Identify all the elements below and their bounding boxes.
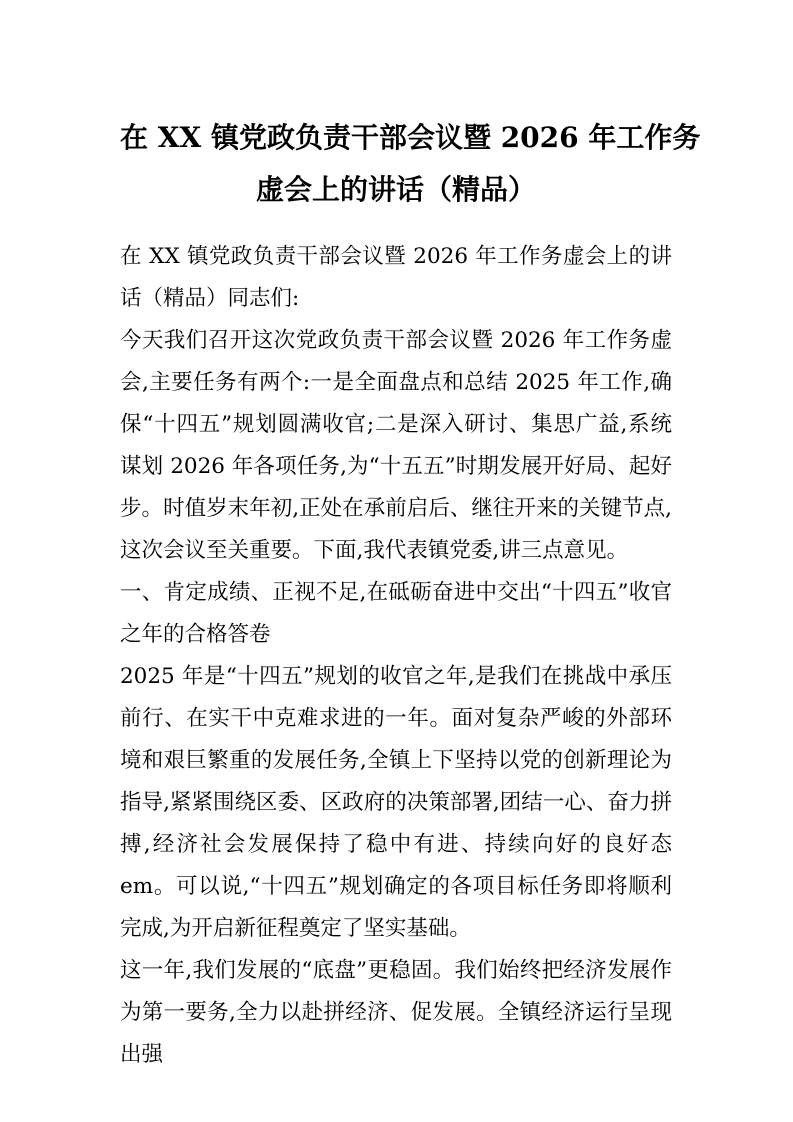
title-line-2: 虚会上的讲话（精品） xyxy=(255,173,536,206)
document-title xyxy=(120,112,701,216)
section-one-heading: 一、肯定成绩、正视不足,在砥砺奋进中交出“十四五”收官之年的合格答卷 xyxy=(120,580,672,647)
document-body xyxy=(120,236,672,1076)
economy-foundation-paragraph: 这一年,我们发展的“底盘”更稳固。我们始终把经济发展作为第一要务,全力以赴拼经济、促发展。全镇经济运行呈现出强 xyxy=(120,958,672,1067)
intro-paragraph: 今天我们召开这次党政负责干部会议暨 2026 年工作务虚会,主要任务有两个:一是全面盘点和总结 2025 年工作,确保“十四五”规划圆满收官;二是深入研讨、集思广益,系统谋划 2026 年各项任务,为“十五五”时期发展开好局、起好步。时值岁末年初,正处在承前启后、继往开来的关键节点,这次会议至关重要。下面,我代表镇党委,讲三点意见。 xyxy=(120,328,672,563)
salutation-paragraph: 在 XX 镇党政负责干部会议暨 2026 年工作务虚会上的讲话（精品）同志们: xyxy=(120,244,672,311)
title-line-1: 在 XX 镇党政负责干部会议暨 2026 年工作务 xyxy=(120,121,701,154)
section-one-review-paragraph: 2025 年是“十四五”规划的收官之年,是我们在挑战中承压前行、在实干中克难求进的一年。面对复杂严峻的外部环境和艰巨繁重的发展任务,全镇上下坚持以党的创新理论为指导,紧紧围绕区委、区政府的决策部署,团结一心、奋力拼搏,经济社会发展保持了稳中有进、持续向好的良好态 em。可以说,“十四五”规划确定的各项目标任务即将顺利完成,为开启新征程奠定了坚实基础。 xyxy=(120,664,672,941)
